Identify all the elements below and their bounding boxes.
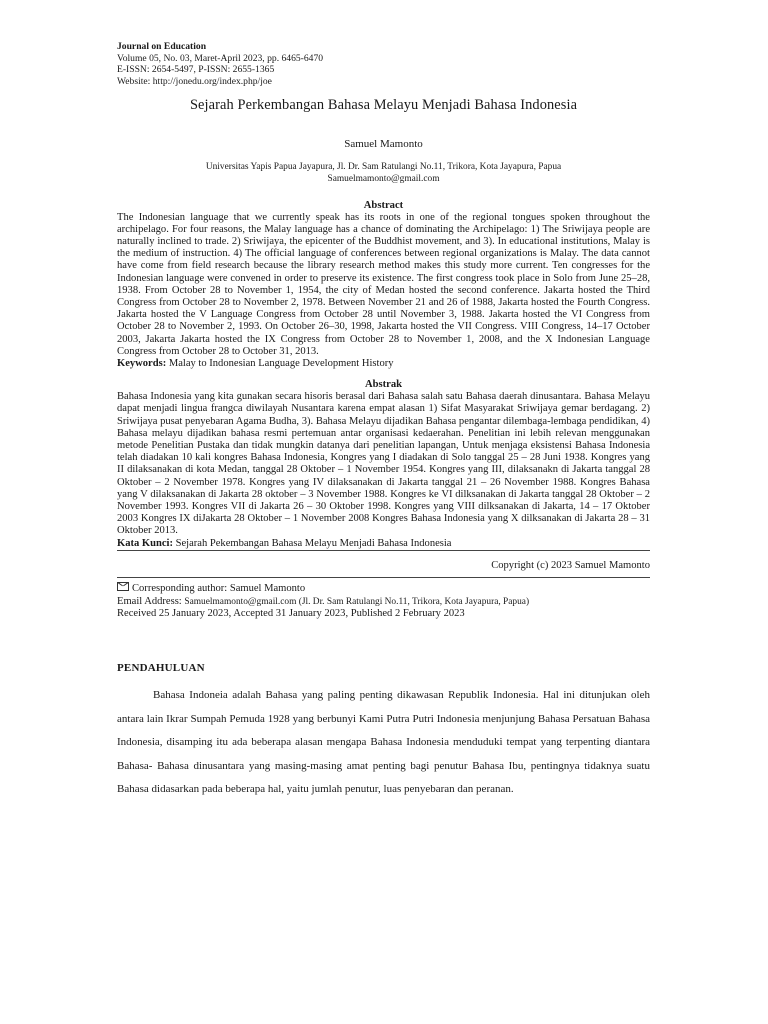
author-affiliation — [117, 162, 650, 185]
journal-name: Journal on Education — [117, 41, 207, 52]
keywords-label: Keywords: — [117, 358, 167, 369]
kata-kunci-value: Sejarah Pekembangan Bahasa Melayu Menjadi Bahasa Indonesia — [172, 537, 452, 549]
corresponding-info — [117, 582, 650, 621]
abstrak-text: Bahasa Indonesia yang kita gunakan secara hisoris berasal dari Bahasa salah satu Bahasa daerah dinusantara. Bahasa Melayu dapat menjadi lingua frangca diwilayah Nusantara karena empat alasan 1) Sifat Masyarakat Sriwijaya gemar berdagang. 2) Sriwijaya pusat penyebaran Agama Budha, 3). Bahasa Melayu dijadikan Bahasa pengantar dilembaga-lembaga pendidikan, 4) Bahasa melayu dijadikan bahasa resmi pertemuan antar organisasi kedaerahan. Penelitian ini lebih relevan menggunakan metode Penelitian Pustaka dan tidak mungkin datanya dari penelitian lapangan, Untuk menjaga eksistensi Bahasa Indonesia telah diadakan 10 kali kongres Bahasa Indonesia, Kongres yang I diadakan di Solo tanggal 25 – 28 Juni 1938. Kongres yang II dilaksanakan di kota Medan, tanggal 28 Oktober – 1 November 1954. Kongres yang III, dilaksanakn di Jakarta tanggal 28 Oktober – 2 November 1978. Kongres yang IV dilaksanakan di Jakarta tanggal 21 – 26 November 1988. Kongres Bahasa yang V dilaksanakan di Jakarta 28 oktober – 3 November 1988. Kongres ke VI dilksanakan di Jakarta tanggal 28 Oktober – 2 November 1993. Kongres VII di Jakarta 26 – 30 Oktober 1998. Kongres yang VIII dilksanakan di Jakarta, 14 – 17 Oktober 2003 Kongres IX diJakarta 28 Oktober – 1 November 2008 Kongres Bahasa Indonesia yang X dilksanakan di Jakarta 28 – 31 Oktober 2013. — [117, 391, 650, 537]
corresponding-email — [117, 596, 650, 609]
copyright-divider — [117, 577, 650, 578]
journal-website[interactable]: Website: http://jonedu.org/index.php/joe — [117, 75, 272, 87]
paper-title: Sejarah Perkembangan Bahasa Melayu Menjadi Bahasa Indonesia — [189, 97, 578, 114]
corresponding-author-text: Corresponding author: Samuel Mamonto — [132, 582, 306, 594]
corresponding-author — [117, 582, 650, 596]
email-label: Email Address: — [117, 595, 185, 607]
abstract-divider — [117, 550, 650, 551]
journal-issn: E-ISSN: 2654-5497, P-ISSN: 2655-1365 — [117, 64, 275, 76]
journal-volume: Volume 05, No. 03, Maret-April 2023, pp. 6465-6470 — [117, 52, 324, 64]
section-paragraph — [117, 684, 650, 802]
author-name: Samuel Mamonto — [344, 138, 423, 151]
abstract-keywords — [117, 358, 650, 370]
envelope-icon — [117, 582, 129, 591]
author-email[interactable]: Samuelmamonto@gmail.com — [327, 173, 440, 184]
publication-dates: Received 25 January 2023, Accepted 31 January 2023, Published 2 February 2023 — [117, 608, 465, 620]
abstract-text: The Indonesian language that we currently speak has its roots in one of the regional tongues spoken throughout the archipelago. For four reasons, the Malay language has a chance of dominating the Archipelago: 1) The Sriwijaya people are naturally inclined to trade. 2) Sriwijaya, the epicenter of the Buddhist movement, and 3). In educational institutions, Malay is the medium of instruction. 4) The official language of conferences between regional organizations is Malay. The data cannot have come from field research because the library research method makes this study more current. Ten congresses for the Indonesian language were convened in order to preserve its existence. The first congress took place in Solo from June 25–28, 1938. From October 28 to November 1, 1954, the city of Medan hosted the second conference. Jakarta hosted the Third Congress from October 28 to November 2, 1978. Between November 21 and 26 of 1988, Jakarta hosted the Fourth Congress. Jakarta hosted the V Language Congress from October 28 until November 3, 1988. Jakarta hosted the VI Congress from October 28 to November 2, 1993. On October 26–30, 1998, Jakarta hosted the VII Congress. VIII Congress, 14–17 October 2003, Jakarta Jakarta hosted the IX Congress from October 28 to November 1, 2008, and the X Indonesian Language Congress from October 28 to October 31, 2013. — [117, 211, 650, 357]
copyright-notice: Copyright (c) 2023 Samuel Mamonto — [491, 559, 650, 571]
keywords-value: Malay to Indonesian Language Development History — [166, 358, 394, 369]
kata-kunci-label: Kata Kunci: — [117, 537, 173, 549]
affiliation-address: Universitas Yapis Papua Jayapura, Jl. Dr. Sam Ratulangi No.11, Trikora, Kota Jayapura, Papua — [205, 162, 562, 173]
section-paragraph-text: Bahasa Indoneia adalah Bahasa yang paling penting dikawasan Republik Indonesia. Hal ini ditunjukan oleh antara lain Ikrar Sumpah Pemuda 1928 yang berbunyi Kami Putra Putri Indonesia menjunjung Bahasa Persatuan Bahasa Indonesia, disamping itu ada beberapa alasan mengapa Bahasa Indonesia menduduki tempat yang terpenting diantara Bahasa- Bahasa dinusantara yang masing-masing amat penting bagi penutur Bahasa Ibu, pentingnya tidaknya suatu Bahasa didasarkan pada beberapa hal, yaitu jumlah penutur, luas penyebaran dan peranan. — [117, 689, 650, 796]
abstrak-keywords — [117, 538, 650, 550]
section-heading: PENDAHULUAN — [117, 662, 205, 675]
email-value[interactable]: Samuelmamonto@gmail.com (Jl. Dr. Sam Ratulangi No.11, Trikora, Kota Jayapura, Papua) — [184, 596, 530, 607]
abstrak-heading: Abstrak — [364, 379, 403, 391]
document-page — [117, 41, 650, 802]
journal-header — [117, 41, 650, 87]
abstract-heading: Abstract — [363, 199, 404, 211]
